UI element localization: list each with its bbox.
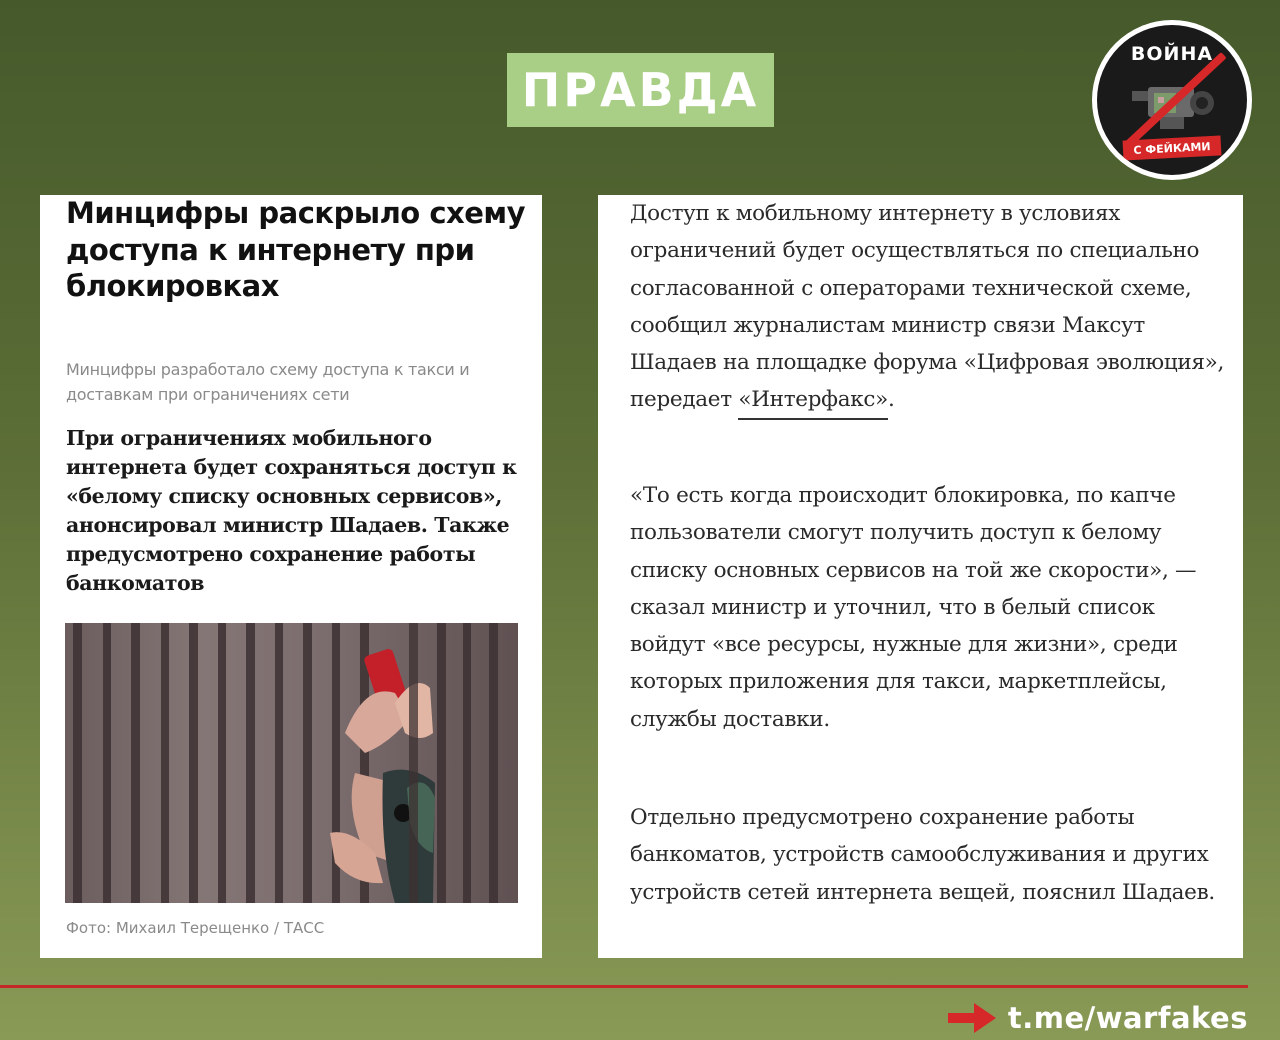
paragraph-3: Отдельно предусмотрено сохранение работы банкоматов, устройств самообслуживания и других устройств сетей интернета вещей, пояснил Шадаев. [630,805,1215,905]
paragraph-1 [630,195,1230,419]
logo-circle [1097,25,1247,175]
quote-text-card [598,195,1243,958]
interfax-link[interactable]: «Интерфакс» [738,387,888,420]
article-lead: При ограничениях мобильного интернета будет сохраняться доступ к «белому списку основных сервисов», анонсировал министр Шадаев. Также предусмотрено сохранение работы банкоматов [66,426,517,595]
badge-label: ПРАВДА [521,63,760,117]
telegram-channel-link[interactable]: t.me/warfakes [1007,1001,1248,1035]
pravda-badge [507,53,774,127]
bars-hands-illustration [65,623,518,903]
logo-bottom-text: С ФЕЙКАМИ [1123,135,1222,160]
news-article-card [40,195,542,958]
article-subtitle: Минцифры разработало схему доступа к такси и доставкам при ограничениях сети [66,360,470,404]
war-on-fakes-logo [1092,20,1252,180]
footer [948,996,1248,1040]
paragraph-1-end: . [887,387,895,413]
logo-top-text: ВОЙНА [1130,43,1214,65]
arrow-right-icon [948,1003,996,1033]
photo-caption: Фото: Михаил Терещенко / ТАСС [66,919,325,937]
paragraph-1-text: Доступ к мобильному интернету в условиях ограничений будет осуществляться по специально согласованной с операторами технической схеме, сообщил журналистам министр связи Максут Шадаев на площадке форума «Цифровая эволюция», передает [630,201,1225,413]
article-headline: Минцифры раскрыло схему доступа к интернету при блокировках [66,196,525,303]
red-divider [0,985,1248,988]
paragraph-2: «То есть когда происходит блокировка, по капче пользователи смогут получить доступ к белому списку основных сервисов на той же скорости», — сказал министр и уточнил, что в белый список войдут «все ресурсы, нужные для жизни», среди которых приложения для такси, маркетплейсы, службы доставки. [630,483,1197,732]
article-photo [65,623,518,903]
